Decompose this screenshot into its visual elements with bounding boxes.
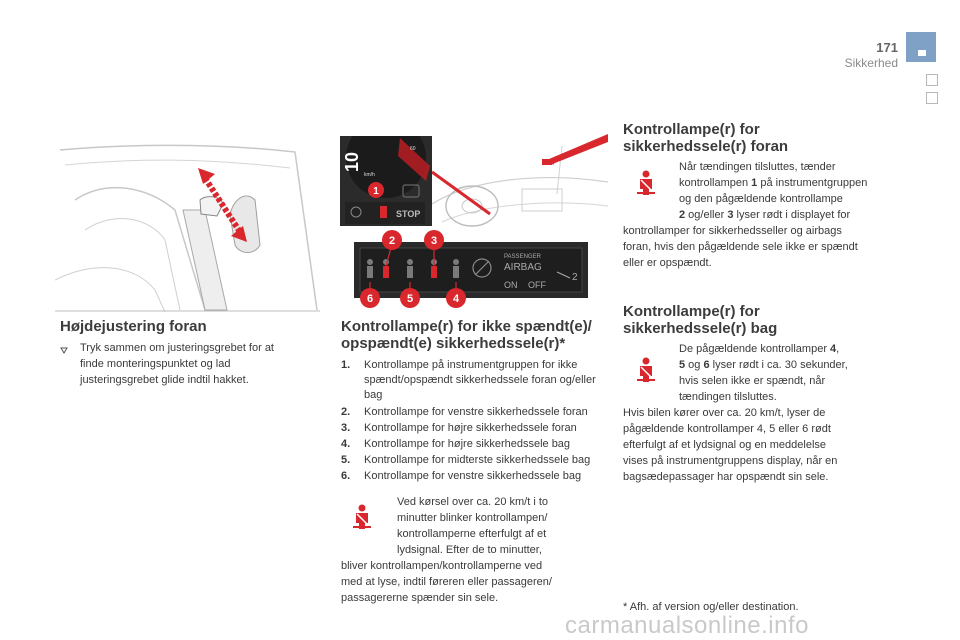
list-item: 1. Kontrollampe på instrumentgruppen for ikke spændt/opspændt sikkerhedssele foran og/eller bag bbox=[341, 359, 596, 401]
dashboard-interior-illustration bbox=[432, 134, 608, 232]
middle-heading-line2: opspændt(e) sikkerhedssele(r)* bbox=[341, 335, 566, 352]
airbag-off-label: OFF bbox=[528, 280, 546, 290]
seatbelt-warning-panel-illustration bbox=[352, 228, 594, 310]
front-line: 2 og/eller 3 lyser rødt i displayet for bbox=[679, 209, 851, 221]
front-rest-line: eller er opspændt. bbox=[623, 257, 712, 269]
middle-heading-line1: Kontrollampe(r) for ikke spændt(e)/ bbox=[341, 318, 592, 335]
callout-5: 5 bbox=[406, 293, 414, 305]
rear-rest-line: vises på instrumentgruppens display, når en bbox=[623, 455, 838, 467]
speed-unit-label: km/h bbox=[364, 172, 375, 178]
front-line: og den pågældende kontrollampe bbox=[679, 193, 843, 205]
speed-note-line: minutter blinker kontrollampen/ bbox=[397, 512, 548, 524]
passenger-label: PASSENGER bbox=[504, 254, 541, 260]
watermark: carmanualsonline.info bbox=[565, 612, 809, 639]
rear-rest-line: bagsædepassager har opspændt sin sele. bbox=[623, 471, 829, 483]
right-heading-rear-line2: sikkerhedssele(r) bag bbox=[623, 320, 778, 337]
right-heading-front-line2: sikkerhedssele(r) foran bbox=[623, 138, 789, 155]
right-heading-front-line1: Kontrollampe(r) for bbox=[623, 121, 760, 138]
front-line: Når tændingen tilsluttes, tænder bbox=[679, 161, 836, 173]
list-item: 2. Kontrollampe for venstre sikkerhedssele foran bbox=[341, 406, 588, 418]
list-item: 3. Kontrollampe for højre sikkerhedssele foran bbox=[341, 422, 577, 434]
list-item: 4. Kontrollampe for højre sikkerhedssele bag bbox=[341, 438, 571, 450]
stop-label: STOP bbox=[396, 209, 421, 219]
seatbelt-warning-icon bbox=[636, 357, 656, 383]
left-heading: Højdejustering foran bbox=[60, 318, 207, 335]
page-number: 171 bbox=[876, 40, 898, 55]
callout-4: 4 bbox=[452, 293, 460, 305]
tab-marker-empty bbox=[926, 92, 938, 104]
chapter-tab bbox=[906, 32, 936, 62]
speed-note-line: lydsignal. Efter de to minutter, bbox=[397, 544, 542, 556]
seat-number-label: 2 bbox=[572, 272, 578, 283]
list-item: 5. Kontrollampe for midterste sikkerhedssele bag bbox=[341, 454, 591, 466]
rear-rest-line: pågældende kontrollamper 4, 5 eller 6 rødt bbox=[623, 423, 831, 435]
tab-marker-empty bbox=[926, 74, 938, 86]
rear-line: tændingen tilsluttes. bbox=[679, 391, 777, 403]
seatbelt-warning-icon bbox=[636, 170, 656, 196]
seatbelt-height-illustration bbox=[55, 140, 320, 312]
rear-line: hvis selen ikke er spændt, når bbox=[679, 375, 826, 387]
bullet-icon bbox=[60, 343, 74, 359]
rear-line: De pågældende kontrollamper 4, bbox=[679, 343, 840, 355]
speed-note-line: med at lyse, indtil føreren eller passageren/ bbox=[341, 576, 552, 588]
front-rest-line: kontrollamper for sikkerhedsseller og airbags bbox=[623, 225, 842, 237]
front-line: kontrollampen 1 på instrumentgruppen bbox=[679, 177, 868, 189]
front-rest-line: foran, hvis den pågældende sele ikke er spændt bbox=[623, 241, 858, 253]
speed-sixty-label: 60 bbox=[410, 146, 416, 152]
speed-note-line: passagererne spænder sin sele. bbox=[341, 592, 499, 604]
section-title: Sikkerhed bbox=[844, 56, 898, 70]
left-bullet-text: Tryk sammen om justeringsgrebet for at finde monteringspunktet og lad justeringsgrebet glide indtil hakket. bbox=[80, 342, 274, 386]
speedometer-digits: 10 bbox=[342, 151, 362, 172]
rear-rest-line: Hvis bilen kører over ca. 20 km/t, lyser de bbox=[623, 407, 826, 419]
speed-note-line: kontrollamperne efterfulgt af et bbox=[397, 528, 547, 540]
speed-note-line: Ved kørsel over ca. 20 km/t i to bbox=[397, 496, 549, 508]
callout-2: 2 bbox=[388, 235, 396, 247]
airbag-label: AIRBAG bbox=[504, 262, 542, 273]
footnote: * Afh. af version og/eller destination. bbox=[623, 601, 799, 613]
callout-3: 3 bbox=[430, 235, 438, 247]
callout-1: 1 bbox=[373, 186, 379, 197]
rear-rest-line: efterfulgt af et lydsignal og en meddelelse bbox=[623, 439, 827, 451]
seatbelt-warning-icon bbox=[352, 504, 372, 530]
right-heading-rear-line1: Kontrollampe(r) for bbox=[623, 303, 760, 320]
speed-note-line: bliver kontrollampen/kontrollamperne ved bbox=[341, 560, 543, 572]
rear-line: 5 og 6 lyser rødt i ca. 30 sekunder, bbox=[679, 359, 848, 371]
callout-6: 6 bbox=[366, 293, 374, 305]
airbag-on-label: ON bbox=[504, 280, 518, 290]
list-item: 6. Kontrollampe for venstre sikkerhedssele bag bbox=[341, 470, 582, 482]
instrument-cluster-closeup bbox=[340, 136, 432, 226]
